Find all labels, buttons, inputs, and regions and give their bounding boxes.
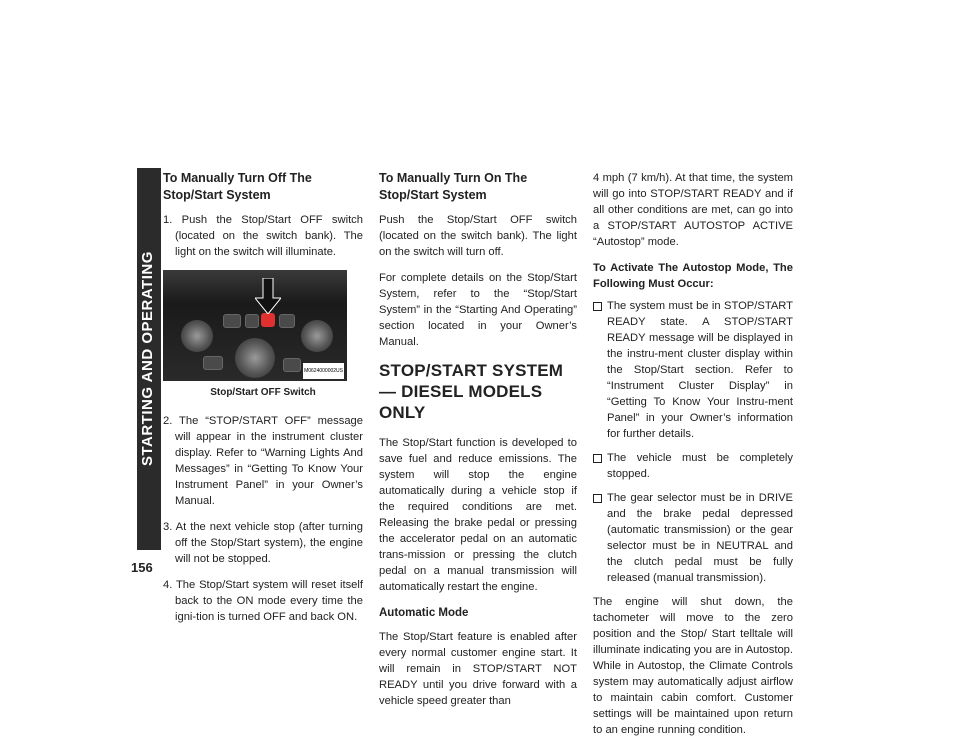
autostop-heading: To Activate The Autostop Mode, The Following Must Occur: xyxy=(593,262,793,290)
paragraph: 4 mph (7 km/h). At that time, the system will go into STOP/START READY and if all other conditions are met, can go into a STOP/START AUTOSTOP ACTIVE “Autostop” mode. xyxy=(593,172,793,248)
switch-button xyxy=(223,314,241,328)
paragraph: The Stop/Start function is developed to save fuel and reduce emissions. The system will stop the engine automatically during a vehicle stop if the required conditions are met. Releasing the brake pedal or pressing the accelerator pedal on an automatic trans-mission or pressing the clutch pedal on a manual transmission will automatically restart the engine. xyxy=(379,437,577,593)
chapter-title: STARTING AND OPERATING xyxy=(139,251,156,467)
chapter-tab xyxy=(137,168,161,550)
column-1 xyxy=(163,170,363,635)
switch-button xyxy=(203,356,223,370)
step-item: 1. Push the Stop/Start OFF switch (located on the switch bank). The light on the switch will illuminate. xyxy=(163,214,363,258)
list-item: The vehicle must be completely stopped. xyxy=(593,450,793,482)
checkbox-icon xyxy=(593,494,602,503)
column-2 xyxy=(379,170,577,719)
stop-start-off-button xyxy=(261,313,275,327)
paragraph: Push the Stop/Start OFF switch (located on the switch bank). The light on the switch will turn off. xyxy=(379,214,577,258)
paragraph: For complete details on the Stop/Start System, refer to the “Stop/Start System” in the “Starting And Operating” section located in your Owner’s Manual. xyxy=(379,272,577,348)
requirements-list xyxy=(593,298,793,586)
step-item: 3. At the next vehicle stop (after turning off the Stop/Start system), the engine will not be stopped. xyxy=(163,521,363,565)
section-heading-turn-off: To Manually Turn Off The Stop/Start System xyxy=(163,171,312,202)
steps-list xyxy=(163,212,363,260)
paragraph: The engine will shut down, the tachometer will move to the zero position and the Stop/ Start telltale will illuminate indicating you are in Autostop. While in Autostop, the Climate Controls system may automatically adjust airflow to maintain cabin comfort. Customer settings will be maintained upon return to an engine running condition. xyxy=(593,596,793,736)
section-heading-turn-on: To Manually Turn On The Stop/Start System xyxy=(379,171,528,202)
subheading-automatic-mode: Automatic Mode xyxy=(379,607,469,619)
switch-button xyxy=(283,358,301,372)
column-3 xyxy=(593,170,793,748)
step-item: 4. The Stop/Start system will reset itself back to the ON mode every time the igni-tion is turned OFF and back ON. xyxy=(163,579,363,623)
arrow-down-icon xyxy=(255,278,281,314)
dial-knob xyxy=(301,320,333,352)
center-knob xyxy=(235,338,275,378)
figure-caption: Stop/Start OFF Switch xyxy=(210,387,316,398)
checkbox-icon xyxy=(593,454,602,463)
step-item: 2. The “STOP/START OFF” message will appear in the instrument cluster display. Refer to “Warning Lights And Messages” in “Getting To Know Your Instrument Panel” in your Owner’s Manual. xyxy=(163,415,363,507)
switch-button xyxy=(279,314,295,328)
page-number: 156 xyxy=(131,560,153,575)
switch-button xyxy=(245,314,259,328)
list-item: The system must be in STOP/START READY state. A STOP/START READY message will be displayed in the instru-ment cluster display within the Stop/Start section. Refer to “Instrument Cluster Display” in “Getting To Know Your Instru-ment Panel” in your Owner’s information for further details. xyxy=(593,298,793,442)
steps-list xyxy=(163,413,363,625)
section-title: STOP/START SYSTEM — DIESEL MODELS ONLY xyxy=(379,361,564,422)
stop-start-switch-figure xyxy=(163,270,347,381)
checkbox-icon xyxy=(593,302,602,311)
list-item: The gear selector must be in DRIVE and the brake pedal depressed (automatic transmission) or the gear selector must be in NEUTRAL and the clutch pedal must be fully released (manual transmission). xyxy=(593,490,793,586)
dial-knob xyxy=(181,320,213,352)
paragraph: The Stop/Start feature is enabled after every normal customer engine start. It will remain in STOP/START NOT READY until you drive forward with a vehicle speed greater than xyxy=(379,631,577,707)
figure-id: M0624000002US xyxy=(303,363,344,379)
